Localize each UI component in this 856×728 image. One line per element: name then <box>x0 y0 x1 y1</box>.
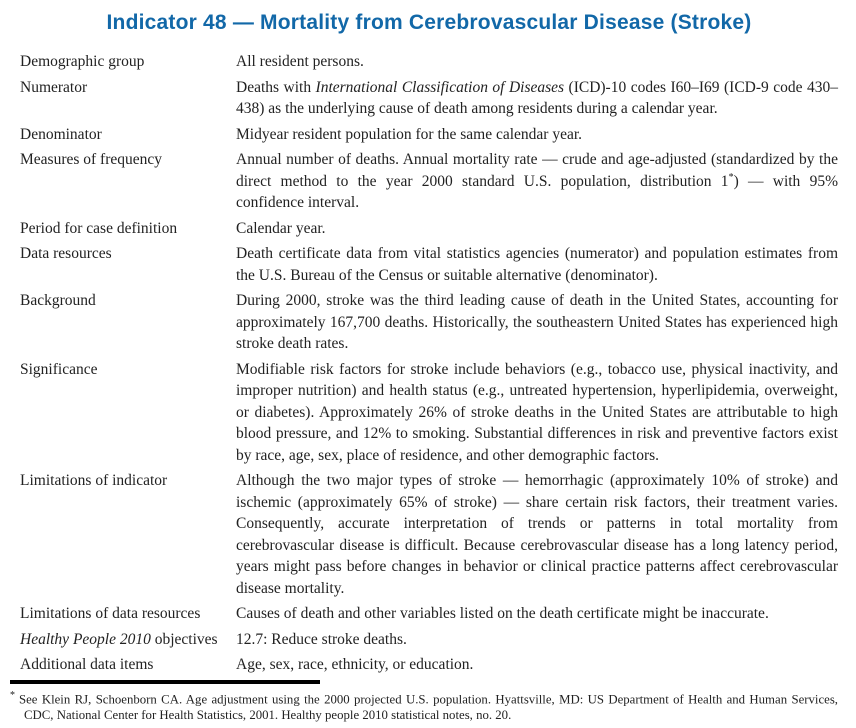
row-content: Midyear resident population for the same calendar year. <box>236 125 583 143</box>
row-content: Death certificate data from vital statistics agencies (numerator) and population estimates from the U.S. Bureau of the Census or suitable alternative (denominator). <box>236 245 838 284</box>
row-label: Numerator <box>20 78 88 96</box>
row-label: Healthy People 2010 objectives <box>20 630 218 648</box>
row-label: Measures of frequency <box>20 151 163 168</box>
row-label: Limitations of data resources <box>20 605 201 622</box>
row-content: Calendar year. <box>236 219 326 237</box>
page-title: Indicator 48 — Mortality from Cerebrovascular Disease (Stroke) <box>106 11 752 34</box>
row-label: Additional data items <box>20 656 154 673</box>
indicator-definition-table <box>20 51 838 676</box>
row-content: Deaths with International Classification of Diseases (ICD)-10 codes I60–I69 (ICD-9 code 430–438) as the underlying cause of death among residents during a calendar year. <box>236 78 838 117</box>
row-content: Modifiable risk factors for stroke include behaviors (e.g., tobacco use, physical inactivity, and improper nutrition) and health status (e.g., untreated hypertension, hyperlipidemia, overweight, or diabetes). Approximately 26% of stroke deaths in the United States are attributable to high blood pressure, and 12% to smoking. Substantial differences in risk and preventive factors exist by race, age, sex, place of residence, and other demographic factors. <box>236 360 838 464</box>
table-row <box>20 603 838 625</box>
row-content: All resident persons. <box>236 53 364 70</box>
row-content: During 2000, stroke was the third leading cause of death in the United States, accounting for approximately 167,700 deaths. Historically, the southeastern United States has experienced high stroke death rates. <box>236 292 838 352</box>
table-row <box>20 359 838 467</box>
table-row <box>20 243 838 286</box>
row-content: Age, sex, race, ethnicity, or education. <box>236 656 474 673</box>
table-row <box>20 218 838 240</box>
table-row <box>20 51 838 73</box>
footnote <box>10 688 838 724</box>
table-row <box>20 629 838 651</box>
row-content: Annual number of deaths. Annual mortality rate — crude and age-adjusted (standardized by the direct method to the year 2000 standard U.S. population, distribution 1*) — with 95% confidence interval. <box>236 151 838 211</box>
row-content: Although the two major types of stroke — hemorrhagic (approximately 10% of stroke) and ischemic (approximately 65% of stroke) — share certain risk factors, their treatment varies. Consequently, accurate interpretation of trends or patterns in total mortality from cerebrovascular disease is difficult. Because cerebrovascular disease has a long latency period, years might pass before changes in behavior or clinical practice patterns affect cerebrovascular disease mortality. <box>236 472 838 597</box>
row-label: Demographic group <box>20 53 145 70</box>
table-row <box>20 124 838 146</box>
row-content: Causes of death and other variables listed on the death certificate might be inaccurate. <box>236 605 769 622</box>
footnote-asterisk: * <box>10 689 15 701</box>
row-label: Denominator <box>20 125 102 143</box>
footnote-divider <box>10 680 320 684</box>
row-content: 12.7: Reduce stroke deaths. <box>236 630 407 648</box>
row-label: Data resources <box>20 245 112 262</box>
footnote-text: See Klein RJ, Schoenborn CA. Age adjustment using the 2000 projected U.S. population. Hyattsville, MD: US Department of Health and Human Services, CDC, National Center for Health Statistics, 2001. Healthy people 2010 statistical notes, no. 20. <box>19 691 838 723</box>
table-row <box>20 77 838 120</box>
row-label: Significance <box>20 360 98 378</box>
table-row <box>20 470 838 599</box>
row-label: Background <box>20 292 96 309</box>
row-label: Period for case definition <box>20 219 178 237</box>
row-label: Limitations of indicator <box>20 472 168 489</box>
table-row <box>20 290 838 355</box>
table-row <box>20 149 838 214</box>
footnote-section <box>10 680 838 724</box>
table-row <box>20 654 838 676</box>
